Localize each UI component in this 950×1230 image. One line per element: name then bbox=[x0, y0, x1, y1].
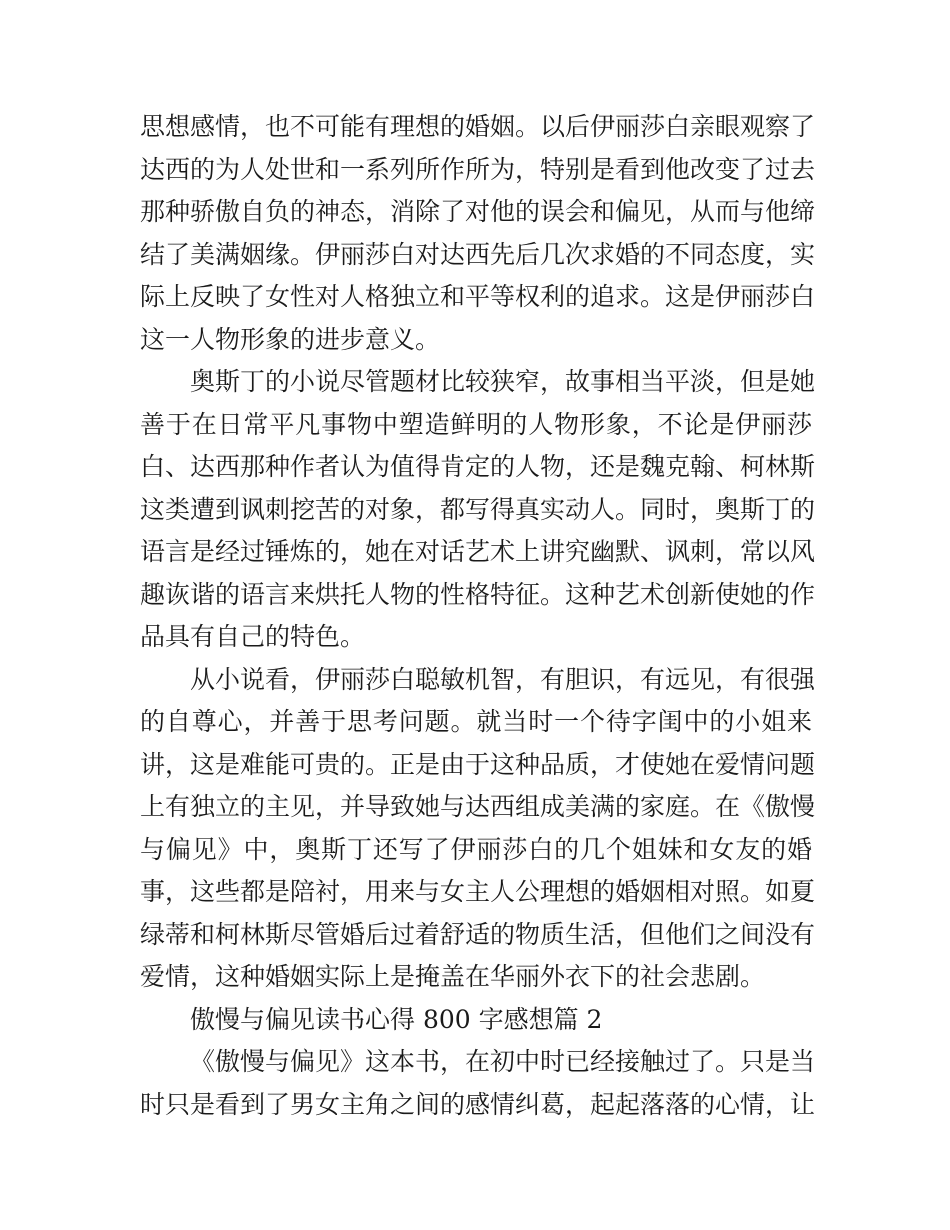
text-line: 上有独立的主见，并导致她与达西组成美满的家庭。在《傲慢 bbox=[140, 792, 816, 821]
text-line: 时只是看到了男女主角之间的感情纠葛，起起落落的心情，让 bbox=[140, 1089, 816, 1119]
text-line: 爱情，这种婚姻实际上是掩盖在华丽外衣下的社会悲剧。 bbox=[140, 962, 766, 991]
text-line: 达西的为人处世和一系列所作所为，特别是看到他改变了过去 bbox=[140, 154, 816, 184]
text-line: 善于在日常平凡事物中塑造鲜明的人物形象，不论是伊丽莎 bbox=[140, 409, 812, 439]
text-line: 《傲慢与偏见》这本书，在初中时已经接触过了。只是当 bbox=[190, 1047, 816, 1076]
text-line: 思想感情，也不可能有理想的婚姻。以后伊丽莎白亲眼观察了 bbox=[140, 112, 816, 141]
text-line: 与偏见》中，奥斯丁还写了伊丽莎白的几个姐妹和女友的婚 bbox=[140, 834, 812, 864]
text-line: 事，这些都是陪衬，用来与女主人公理想的婚姻相对照。如夏 bbox=[140, 877, 816, 906]
text-line: 际上反映了女性对人格独立和平等权利的追求。这是伊丽莎白 bbox=[140, 282, 816, 311]
text-line: 白、达西那种作者认为值得肯定的人物，还是魏克翰、柯林斯 bbox=[140, 452, 816, 481]
text-line: 这一人物形象的进步意义。 bbox=[140, 324, 441, 354]
text-line: 奥斯丁的小说尽管题材比较狭窄，故事相当平淡，但是她 bbox=[190, 367, 816, 396]
text-line: 那种骄傲自负的神态，消除了对他的误会和偏见，从而与他缔 bbox=[140, 197, 816, 226]
text-line: 语言是经过锤炼的，她在对话艺术上讲究幽默、讽刺，常以风 bbox=[140, 537, 816, 566]
document-body bbox=[140, 106, 816, 1126]
text-line: 从小说看，伊丽莎白聪敏机智，有胆识，有远见，有很强 bbox=[190, 664, 816, 694]
text-line: 的自尊心，并善于思考问题。就当时一个待字闺中的小姐来 bbox=[140, 707, 812, 736]
text-line: 结了美满姻缘。伊丽莎白对达西先后几次求婚的不同态度，实 bbox=[140, 239, 816, 269]
text-line: 品具有自己的特色。 bbox=[140, 622, 366, 651]
text-line: 趣诙谐的语言来烘托人物的性格特征。这种艺术创新使她的作 bbox=[140, 579, 816, 609]
section-heading: 傲慢与偏见读书心得 800 字感想篇 2 bbox=[190, 1004, 603, 1034]
text-line: 这类遭到讽刺挖苦的对象，都写得真实动人。同时，奥斯丁的 bbox=[140, 494, 816, 524]
text-line: 讲，这是难能可贵的。正是由于这种品质，才使她在爱情问题 bbox=[140, 749, 816, 779]
text-line: 绿蒂和柯林斯尽管婚后过着舒适的物质生活，但他们之间没有 bbox=[140, 919, 816, 949]
